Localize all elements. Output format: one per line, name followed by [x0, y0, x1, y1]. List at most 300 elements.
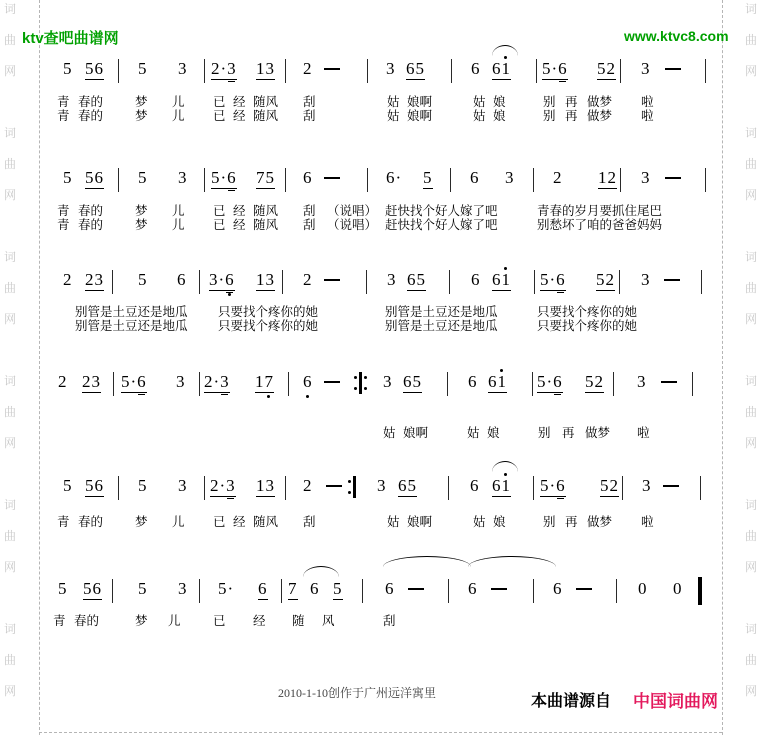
watermark-char: 词 [745, 498, 758, 512]
barline [700, 476, 701, 500]
lyric: 随风 [253, 109, 279, 123]
tie-arc [492, 461, 518, 472]
lyric: 别愁坏了咱的爸爸妈妈 [537, 218, 663, 232]
barline [199, 579, 200, 603]
lyric: 刮 [303, 204, 316, 218]
note: 3 [505, 168, 515, 187]
site-url-link[interactable]: www.ktvc8.com [624, 28, 729, 44]
note: 6 [258, 579, 268, 598]
watermark-char: 词 [745, 2, 758, 16]
octave-dot-above: 1 [501, 270, 511, 289]
note: 6 [470, 168, 480, 187]
lyric: 别 [543, 95, 556, 109]
lyric: （说唱） [327, 218, 378, 232]
lyric: 随风 [253, 95, 279, 109]
note: 52 [585, 372, 604, 391]
watermark-char: 词 [745, 374, 758, 388]
barline [616, 579, 617, 603]
watermark-char: 词 [4, 498, 17, 512]
barline [362, 579, 363, 603]
watermark-char: 网 [4, 64, 17, 78]
note: 2·3 [204, 372, 230, 391]
barline [705, 59, 706, 83]
lyric: 姑 [383, 426, 396, 440]
note: 13 [256, 270, 275, 289]
note: 65 [406, 59, 425, 78]
note: 13 [256, 59, 275, 78]
note: 2·3 [210, 476, 236, 495]
note: 23 [82, 372, 101, 391]
barline [622, 476, 623, 500]
note: 6 [470, 476, 480, 495]
dash-note [661, 381, 677, 383]
note: 13 [256, 476, 275, 495]
lyric: 娘啊 [403, 426, 429, 440]
lyric: 娘啊 [407, 95, 433, 109]
lyric: 赶快找个好人嫁了吧 [385, 204, 498, 218]
barline [533, 579, 534, 603]
lyric: 娘 [493, 515, 506, 529]
lyric: 随风 [253, 218, 279, 232]
note: 2 [63, 270, 73, 289]
note: 3 [377, 476, 387, 495]
note: 3 [387, 270, 397, 289]
note: 5 [138, 168, 148, 187]
watermark-char: 词 [4, 250, 17, 264]
repeat-dots [364, 376, 367, 390]
note: 61 [492, 476, 511, 495]
note: 61 [492, 270, 511, 289]
source-label: 本曲谱源自 [531, 693, 612, 710]
lyric: 梦 [135, 218, 148, 232]
note: 17 [255, 372, 274, 391]
note: 6· [386, 168, 403, 187]
watermark-char: 词 [4, 2, 17, 16]
note: 6 [303, 168, 313, 187]
lyric: 别管是土豆还是地瓜 [75, 319, 188, 333]
dash-note [665, 177, 681, 179]
note: 6 [385, 579, 395, 598]
lyric: 姑 [473, 515, 486, 529]
barline [112, 270, 113, 294]
lyric: 经 [253, 614, 266, 628]
lyric: 刮 [303, 109, 316, 123]
barline [613, 372, 614, 396]
lyric: 做梦 [587, 109, 613, 123]
lyric: 儿 [172, 515, 185, 529]
dash-note [664, 279, 680, 281]
tie-arc [492, 45, 518, 56]
barline [620, 168, 621, 192]
lyric: 刮 [383, 614, 396, 628]
barline [118, 168, 119, 192]
watermark-char: 网 [4, 436, 17, 450]
lyric: 姑 [473, 95, 486, 109]
watermark-char: 曲 [745, 281, 758, 295]
tie-arc [303, 566, 339, 577]
lyric: 随 [292, 614, 305, 628]
note: 65 [398, 476, 417, 495]
octave-dot-above: 1 [501, 476, 511, 495]
dash-note [663, 485, 679, 487]
octave-dot-below: 7 [264, 372, 274, 391]
watermark-char: 网 [745, 436, 758, 450]
watermark-char: 网 [745, 188, 758, 202]
lyric: 经 [233, 218, 246, 232]
barline [281, 579, 282, 603]
lyric: 做梦 [587, 95, 613, 109]
note: 65 [407, 270, 426, 289]
lyric: 做梦 [587, 515, 613, 529]
lyric: 做梦 [585, 426, 611, 440]
barline [367, 59, 368, 83]
note: 5 [138, 476, 148, 495]
note: 3 [641, 59, 651, 78]
lyric: 青 [57, 218, 70, 232]
note: 12 [598, 168, 617, 187]
lyric: 只要找个疼你的她 [537, 305, 638, 319]
repeat-end-sign [348, 476, 356, 498]
lyric: 只要找个疼你的她 [218, 305, 319, 319]
sixteenth-underline: 6 [556, 476, 566, 495]
note: 6 [471, 59, 481, 78]
dash-note [324, 279, 340, 281]
barline [367, 168, 368, 192]
lyric: 已 [213, 614, 226, 628]
note [303, 373, 313, 390]
note: 5·6 [121, 372, 147, 391]
note: 52 [596, 270, 615, 289]
lyric: 经 [233, 95, 246, 109]
barline [204, 476, 205, 500]
barline [112, 579, 113, 603]
barline [451, 59, 452, 83]
sixteenth-underline: 3 [220, 372, 230, 391]
lyric: 姑 [473, 109, 486, 123]
lyric: 青 [57, 515, 70, 529]
note: 61 [492, 59, 511, 78]
barline [113, 372, 114, 396]
lyric: 青 [53, 614, 66, 628]
dash-note [576, 588, 592, 590]
dash-note [324, 177, 340, 179]
repeat-dots [354, 376, 357, 390]
barline [620, 59, 621, 83]
watermark-char: 网 [745, 312, 758, 326]
lyric: 儿 [172, 109, 185, 123]
barline [366, 270, 367, 294]
watermark-char: 网 [745, 64, 758, 78]
sixteenth-underline: 6 [556, 270, 566, 289]
barline [449, 270, 450, 294]
watermark-char: 网 [745, 684, 758, 698]
octave-dot-below: 6 [225, 270, 235, 289]
lyric: 别 [543, 109, 556, 123]
barline [532, 372, 533, 396]
lyric: 娘啊 [407, 515, 433, 529]
lyric: 风 [322, 614, 335, 628]
dash-note [665, 68, 681, 70]
note: 3 [641, 270, 651, 289]
watermark-char: 曲 [745, 529, 758, 543]
final-barline [698, 577, 702, 605]
note: 6 [553, 579, 563, 598]
watermark-char: 网 [4, 684, 17, 698]
barline [118, 476, 119, 500]
lyric: 经 [233, 109, 246, 123]
watermark-char: 曲 [4, 33, 17, 47]
note: 5 [423, 168, 433, 187]
dash-note [324, 381, 340, 383]
note: 5·6 [542, 59, 568, 78]
note: 3·6 [209, 270, 235, 289]
note: 3 [641, 168, 651, 187]
note: 2 [303, 270, 313, 289]
note: 5·6 [540, 476, 566, 495]
barline [204, 168, 205, 192]
note: 6 [310, 579, 320, 598]
note: 75 [256, 168, 275, 187]
lyric: 春的 [78, 218, 104, 232]
note: 61 [488, 372, 507, 391]
lyric: 别管是土豆还是地瓜 [385, 305, 498, 319]
note: 56 [85, 59, 104, 78]
lyric: 经 [233, 204, 246, 218]
watermark-char: 网 [4, 312, 17, 326]
note: 52 [597, 59, 616, 78]
note: 65 [403, 372, 422, 391]
lyric: 再 [565, 109, 578, 123]
barline [534, 270, 535, 294]
watermark-char: 词 [745, 126, 758, 140]
lyric: 娘 [487, 426, 500, 440]
note: 5 [63, 59, 73, 78]
note: 6 [468, 579, 478, 598]
barline [204, 59, 205, 83]
lyric: 儿 [172, 204, 185, 218]
note: 3 [178, 59, 188, 78]
lyric: 啦 [641, 515, 654, 529]
lyric: 刮 [303, 95, 316, 109]
sixteenth-underline: 6 [137, 372, 147, 391]
watermark-char: 曲 [745, 653, 758, 667]
lyric: 娘啊 [407, 109, 433, 123]
note: 2·3 [211, 59, 237, 78]
note: 5·6 [211, 168, 237, 187]
note: 3 [383, 372, 393, 391]
octave-dot-below: 6 [303, 372, 313, 391]
watermark-char: 曲 [745, 33, 758, 47]
note: 3 [637, 372, 647, 391]
right-border-dashed-line [722, 0, 723, 735]
tie-arc [383, 556, 471, 567]
note: 5·6 [537, 372, 563, 391]
lyric: 赶快找个好人嫁了吧 [385, 218, 498, 232]
watermark-char: 曲 [745, 405, 758, 419]
lyric: 只要找个疼你的她 [537, 319, 638, 333]
note: 2 [303, 476, 313, 495]
note: 5 [138, 579, 148, 598]
note: 3 [176, 372, 186, 391]
watermark-char: 曲 [4, 405, 17, 419]
lyric: 姑 [387, 109, 400, 123]
barline [533, 168, 534, 192]
lyric: 已 [213, 515, 226, 529]
lyric: 刮 [303, 218, 316, 232]
barline [285, 168, 286, 192]
octave-dot-above: 1 [501, 59, 511, 78]
watermark-char: 曲 [4, 653, 17, 667]
lyric: 再 [562, 426, 575, 440]
lyric: 刮 [303, 515, 316, 529]
sixteenth-underline: 6 [227, 168, 237, 187]
lyric: 春的 [78, 515, 104, 529]
lyric: 青春的岁月要抓住尾巴 [537, 204, 663, 218]
lyric: （说唱） [327, 204, 378, 218]
barline [288, 372, 289, 396]
note: 3 [178, 579, 188, 598]
note: 5 [138, 270, 148, 289]
note: 3 [642, 476, 652, 495]
note: 6 [468, 372, 478, 391]
lyric: 别管是土豆还是地瓜 [75, 305, 188, 319]
watermark-char: 曲 [4, 157, 17, 171]
note: 52 [600, 476, 619, 495]
barline [533, 476, 534, 500]
note: 3 [178, 168, 188, 187]
barline [692, 372, 693, 396]
tie-arc [468, 556, 556, 567]
octave-dot-above: 1 [497, 372, 507, 391]
watermark-char: 曲 [4, 281, 17, 295]
lyric: 儿 [172, 95, 185, 109]
lyric: 别 [543, 515, 556, 529]
repeat-bar [359, 372, 362, 394]
note: 5 [58, 579, 68, 598]
barline [285, 59, 286, 83]
note: 56 [85, 476, 104, 495]
lyric: 梦 [135, 95, 148, 109]
lyric: 姑 [387, 515, 400, 529]
lyric: 经 [233, 515, 246, 529]
lyric: 春的 [74, 614, 100, 628]
note: 0 [673, 579, 683, 598]
note: 23 [85, 270, 104, 289]
watermark-char: 词 [4, 622, 17, 636]
lyric: 梦 [135, 614, 148, 628]
barline [701, 270, 702, 294]
note: 5 [138, 59, 148, 78]
note: 5· [218, 579, 235, 598]
lyric: 青 [57, 95, 70, 109]
site-logo-link[interactable]: ktv查吧曲谱网 [22, 30, 119, 47]
sixteenth-underline: 3 [226, 476, 236, 495]
note: 56 [83, 579, 102, 598]
note: 0 [638, 579, 648, 598]
lyric: 啦 [641, 95, 654, 109]
lyric: 别管是土豆还是地瓜 [385, 319, 498, 333]
lyric: 姑 [387, 95, 400, 109]
lyric: 娘 [493, 109, 506, 123]
watermark-char: 词 [745, 250, 758, 264]
note: 6 [177, 270, 187, 289]
barline [448, 476, 449, 500]
note: 2 [553, 168, 563, 187]
watermark-char: 曲 [4, 529, 17, 543]
barline [285, 476, 286, 500]
watermark-char: 网 [745, 560, 758, 574]
lyric: 娘 [493, 95, 506, 109]
lyric: 姑 [467, 426, 480, 440]
lyric: 已 [213, 218, 226, 232]
note: 5 [63, 476, 73, 495]
lyric: 已 [213, 204, 226, 218]
sixteenth-underline: 6 [553, 372, 563, 391]
lyric: 梦 [135, 515, 148, 529]
barline [199, 270, 200, 294]
barline [536, 59, 537, 83]
note: 6 [471, 270, 481, 289]
lyric: 春的 [78, 204, 104, 218]
note: 3 [178, 476, 188, 495]
note: 3 [386, 59, 396, 78]
watermark-char: 网 [4, 560, 17, 574]
sixteenth-underline: 6 [558, 59, 568, 78]
watermark-char: 曲 [745, 157, 758, 171]
note: 56 [85, 168, 104, 187]
barline [450, 168, 451, 192]
barline [199, 372, 200, 396]
bottom-border-dashed-line [39, 732, 722, 733]
note: 2 [58, 372, 68, 391]
lyric: 梦 [135, 204, 148, 218]
barline [118, 59, 119, 83]
lyric: 啦 [637, 426, 650, 440]
note: 5·6 [540, 270, 566, 289]
note: 5 [63, 168, 73, 187]
lyric: 春的 [78, 109, 104, 123]
dash-note [491, 588, 507, 590]
barline [619, 270, 620, 294]
lyric: 再 [565, 515, 578, 529]
barline [447, 372, 448, 396]
lyric: 只要找个疼你的她 [218, 319, 319, 333]
left-border-dashed-line [39, 0, 40, 735]
source-site-link[interactable]: 中国词曲网 [633, 692, 718, 711]
lyric: 梦 [135, 109, 148, 123]
lyric: 已 [213, 95, 226, 109]
watermark-char: 词 [745, 622, 758, 636]
note: 2 [303, 59, 313, 78]
dash-note [408, 588, 424, 590]
lyric: 儿 [172, 218, 185, 232]
watermark-char: 网 [4, 188, 17, 202]
note: 5 [333, 579, 343, 598]
note: 7 [288, 579, 298, 598]
barline [282, 270, 283, 294]
lyric: 青 [57, 109, 70, 123]
lyric: 再 [565, 95, 578, 109]
repeat-bar [353, 476, 356, 498]
lyric: 随风 [253, 204, 279, 218]
lyric: 随风 [253, 515, 279, 529]
barline [705, 168, 706, 192]
repeat-dots [348, 480, 351, 494]
lyric: 春的 [78, 95, 104, 109]
dash-note [324, 68, 340, 70]
watermark-char: 词 [4, 126, 17, 140]
watermark-char: 词 [4, 374, 17, 388]
